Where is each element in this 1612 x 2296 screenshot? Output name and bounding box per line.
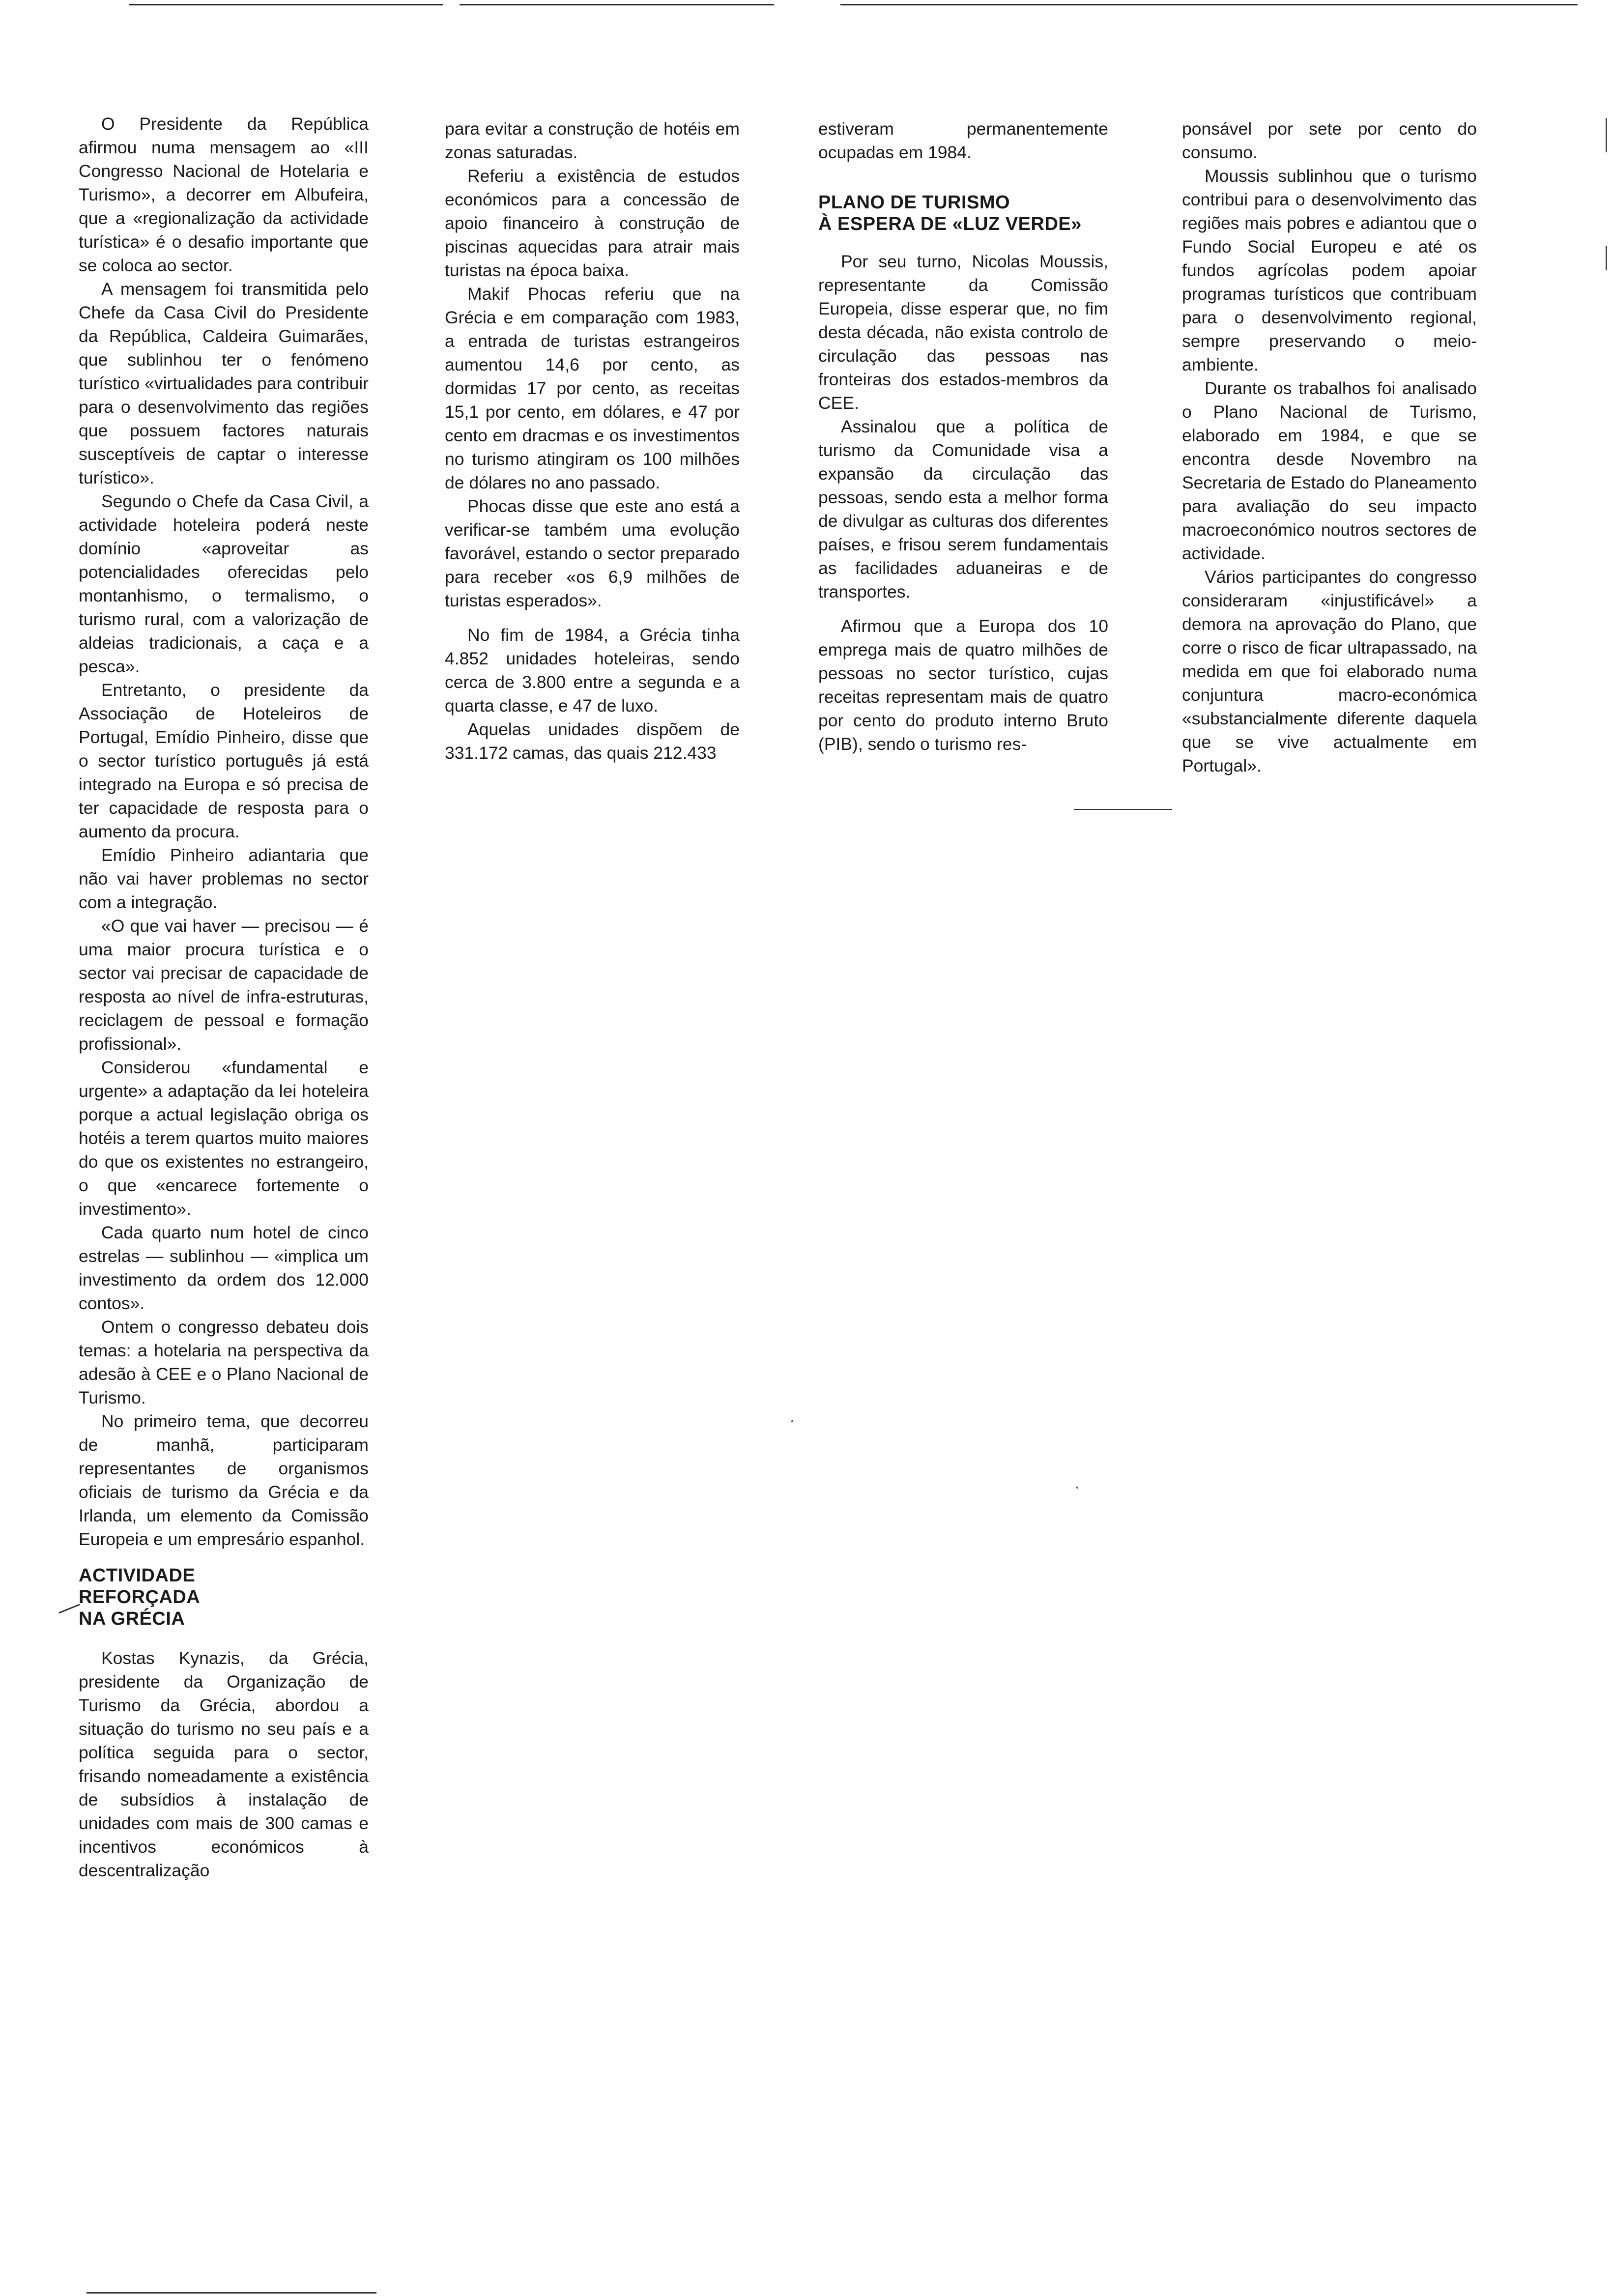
paragraph: Phocas disse que este ano está a verificar-se também uma evolução favorável, estando o sector preparado para receber «os 6,9 milhões de turistas esperados». (445, 496, 740, 610)
paragraph: A mensagem foi transmitida pelo Chefe da Casa Civil do Presidente da República, Caldeira Guimarães, que sublinhou ter o fenómeno turístico «virtualidades para contribuir para o desenvolvimento das regiões que possuem factores naturais susceptíveis de captar o interesse turístico». (79, 279, 369, 488)
paragraph: Moussis sublinhou que o turismo contribui para o desenvolvimento das regiões mais pobres e adiantou que o Fundo Social Europeu e até os fundos agrícolas podem apoiar programas turísticos que contribuam para o desenvolvimento regional, sempre preservando o meio-ambiente. (1182, 166, 1477, 374)
section-heading-line: ACTIVIDADE (79, 1565, 196, 1586)
section-heading (79, 1565, 369, 1630)
paragraph: Considerou «fundamental e urgente» a adaptação da lei hoteleira porque a actual legislação obriga os hotéis a terem quartos muito maiores do que os existentes no estrangeiro, o que «encarece fortemente o investimento». (79, 1058, 369, 1219)
section-heading (818, 192, 1108, 235)
paragraph: Makif Phocas referiu que na Grécia e em comparação com 1983, a entrada de turistas estrangeiros aumentou 14,6 por cento, as dormidas 17 por cento, as receitas 15,1 por cento, em dólares, e 47 por cento em dracmas e os investimentos no turismo atingiram os 100 milhões de dólares no ano passado. (445, 284, 740, 492)
top-rule-right (840, 4, 1578, 5)
section-heading-line: NA GRÉCIA (79, 1608, 185, 1629)
paragraph: para evitar a construção de hotéis em zonas saturadas. (445, 119, 740, 162)
scan-edge-mark (1606, 246, 1607, 270)
paragraph: Emídio Pinheiro adiantaria que não vai haver problemas no sector com a integração. (79, 845, 369, 912)
scan-speck (791, 1420, 793, 1422)
section-heading-line: PLANO DE TURISMO (818, 192, 1010, 213)
paragraph: ponsável por sete por cento do consumo. (1182, 119, 1477, 162)
paragraph: Durante os trabalhos foi analisado o Plano Nacional de Turismo, elaborado em 1984, e que se encontra desde Novembro na Secretaria de Estado do Planeamento para avaliação do seu impacto macroeconómico noutros sectores de actividade. (1182, 378, 1477, 563)
paragraph: Assinalou que a política de turismo da Comunidade visa a expansão da circulação das pessoas, sendo esta a melhor forma de divulgar as culturas dos diferentes países, e frisou serem fundamentais as facilidades aduaneiras e de transportes. (818, 417, 1108, 602)
paragraph: Afirmou que a Europa dos 10 emprega mais de quatro milhões de pessoas no sector turístico, cujas receitas representam mais de quatro por cento do produto interno Bruto (PIB), sendo o turismo res- (818, 616, 1108, 754)
section-heading-line: REFORÇADA (79, 1587, 201, 1607)
column-end-rule (86, 2292, 376, 2294)
top-rule-left (129, 4, 443, 5)
paragraph: Kostas Kynazis, da Grécia, presidente da Organização de Turismo da Grécia, abordou a situação do turismo no seu país e a política seguida para o sector, frisando nomeadamente a existência de subsídios à instalação de unidades com mais de 300 camas e incentivos económicos à descentralização (79, 1648, 369, 1880)
paragraph: Cada quarto num hotel de cinco estrelas — sublinhou — «implica um investimento da ordem dos 12.000 contos». (79, 1223, 369, 1313)
article-column-4 (1182, 117, 1477, 777)
paragraph: Referiu a existência de estudos económicos para a concessão de apoio financeiro à construção de piscinas aquecidas para atrair mais turistas na época baixa. (445, 166, 740, 280)
article-column-1 (79, 112, 369, 1882)
paragraph: estiveram permanentemente ocupadas em 1984. (818, 119, 1108, 162)
paragraph: Vários participantes do congresso consideraram «injustificável» a demora na aprovação do Plano, que corre o risco de ficar ultrapassado, na medida em que foi elaborado numa conjuntura macro-económica «substancialmente diferente daquela que se vive actualmente em Portugal». (1182, 567, 1477, 775)
pen-mark (58, 1604, 80, 1613)
column-end-rule (1074, 809, 1172, 810)
top-rule-middle (460, 4, 774, 5)
scan-speck (1076, 1487, 1078, 1489)
article-column-2 (445, 117, 740, 765)
paragraph: No fim de 1984, a Grécia tinha 4.852 unidades hoteleiras, sendo cerca de 3.800 entre a segunda e a quarta classe, e 47 de luxo. (445, 625, 740, 716)
scan-edge-mark (1606, 118, 1607, 152)
paragraph: Aquelas unidades dispõem de 331.172 camas, das quais 212.433 (445, 719, 740, 763)
paragraph: No primeiro tema, que decorreu de manhã, participaram representantes de organismos oficiais de turismo da Grécia e da Irlanda, um elemento da Comissão Europeia e um empresário espanhol. (79, 1411, 369, 1549)
section-heading-line: À ESPERA DE «LUZ VERDE» (818, 214, 1082, 234)
paragraph: Entretanto, o presidente da Associação de Hoteleiros de Portugal, Emídio Pinheiro, disse que o sector turístico português já está integrado na Europa e só precisa de ter capacidade de resposta para o aumento da procura. (79, 680, 369, 841)
paragraph: Por seu turno, Nicolas Moussis, representante da Comissão Europeia, disse esperar que, no fim desta década, não exista controlo de circulação das pessoas nas fronteiras dos estados-membros da CEE. (818, 252, 1108, 413)
paragraph: O Presidente da República afirmou numa mensagem ao «III Congresso Nacional de Hotelaria e Turismo», a decorrer em Albufeira, que a «regionalização da actividade turística» é o desafio importante que se coloca ao sector. (79, 114, 369, 275)
paragraph: Ontem o congresso debateu dois temas: a hotelaria na perspectiva da adesão à CEE e o Plano Nacional de Turismo. (79, 1317, 369, 1407)
article-column-3 (818, 117, 1108, 756)
paragraph: Segundo o Chefe da Casa Civil, a actividade hoteleira poderá neste domínio «aproveitar as potencialidades oferecidas pelo montanhismo, o termalismo, o turismo rural, com a valorização de aldeias tradicionais, a caça e a pesca». (79, 491, 369, 676)
paragraph: «O que vai haver — precisou — é uma maior procura turística e o sector vai precisar de capacidade de resposta ao nível de infra-estruturas, reciclagem de pessoal e formação profissional». (79, 916, 369, 1054)
